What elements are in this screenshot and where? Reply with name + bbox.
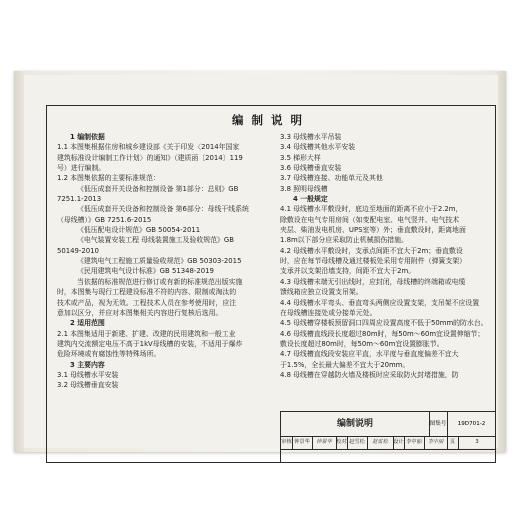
check-signature: 赵雪松: [367, 436, 394, 449]
text-line: 3.7 母线槽连接、功能单元及其他: [280, 174, 383, 183]
text-line: 4.8 母线槽在穿越防火墙及楼板时应采取防火封堵措施，防: [280, 370, 459, 379]
check-label: 校对: [336, 436, 348, 449]
text-line: 3.5 梯形大样: [280, 153, 321, 162]
section-heading: 2 适用范围: [70, 319, 105, 328]
text-line: 时，应在每节母线槽及通过楼板处采用专用附件（弹簧支架）: [280, 257, 467, 266]
text-line: 7251.1-2013: [57, 195, 102, 204]
text-line: 支承并以支架沿墙支持，间距不宜大于2m。: [280, 267, 416, 276]
text-line: 《低压成套开关设备和控制设备 第1部分：总则》GB: [77, 184, 239, 193]
title-block: [280, 411, 495, 462]
text-line: 意加以区分，并应对本图集相关内容进行复核后选用。: [57, 308, 223, 317]
design-label: 设计: [393, 436, 405, 449]
text-line: 3.3 母线槽水平吊装: [280, 133, 342, 141]
text-line: 3.8 照明母线槽: [280, 184, 328, 193]
text-line: 号）进行编制。: [57, 164, 106, 173]
title-block-title: 编制说明: [281, 412, 430, 436]
book-spread: [14, 71, 506, 452]
page-number: 3: [475, 439, 479, 445]
text-line: 4.3 母线槽末端无引出线时，应封闭，母线槽的终端箱或电缆: [280, 277, 466, 286]
text-line: 1.1 本图集根据住房和城乡建设部《关于印发〈2014年国家: [57, 143, 240, 152]
text-line: （母线槽）》GB 7251.6-2015: [57, 215, 152, 224]
text-line: 2.1 本图集适用于新建、扩建、改建的民用建筑和一般工业: [57, 329, 236, 338]
text-line: 夹层、柴油发电机房、UPS室等）外；垂直敷设时，距离地面: [280, 226, 466, 235]
text-line: 4.2 母线槽水平敷设时，支承点间距不宜大于2m；垂直敷设: [280, 246, 463, 255]
section-heading: 1 编制依据: [70, 133, 105, 141]
text-line: 《低压成套开关设备和控制设备 第6部分：母线干线系统: [77, 205, 249, 214]
text-line: 危险环境或有腐蚀性等特殊场所。: [57, 350, 161, 359]
title-block-top-row: [281, 412, 495, 437]
text-line: 建筑标准设计编制工作计划〉的通知》（建质函〔2014〕119: [57, 153, 243, 162]
design-signature: 李中丽: [424, 436, 448, 449]
text-line: 1.2 本图集依据的主要标准规范：: [57, 174, 160, 183]
review-name: 钟景华: [292, 436, 313, 449]
text-line: 于1.5%，全长最大偏差不宜大于20mm。: [280, 360, 410, 369]
page-label: 页: [447, 436, 459, 449]
left-column-text: [57, 132, 267, 391]
text-line: 4.5 母线槽穿楼板预留洞口四周应设置高度不低于50mm的防水台。: [280, 319, 488, 328]
text-line: 建筑内交流额定电压不高于1kV母线槽的安装，不适用于爆炸: [57, 339, 243, 348]
check-name: 赵雪松: [347, 436, 368, 449]
section-heading: 4 一般规定: [293, 195, 328, 204]
text-line: 《低压配电设计规范》GB 50054-2011: [77, 226, 201, 235]
text-line: 3.6 母线槽垂直安装: [280, 164, 342, 173]
review-signature: 钟景华: [312, 436, 337, 449]
text-line: 4.7 母线槽直线段安装应平直，水平度与垂直度偏差不宜大: [280, 350, 459, 359]
text-line: 50149-2010: [57, 246, 99, 255]
text-line: 3.4 母线槽其他水平安装: [280, 143, 356, 152]
atlas-number: 19D701-2: [457, 421, 486, 427]
text-line: 除敷设在电气专用房间（如变配电室、电气竖井、电气技术: [280, 215, 460, 224]
text-line: 3.2 母线槽垂直安装: [57, 381, 119, 390]
right-column-text: [280, 132, 494, 380]
title-block-signature-row: [281, 436, 495, 450]
text-line: 4.6 母线槽直线段长度超过80m时，每50m～60m宜设置伸缩节；: [280, 329, 485, 338]
text-line: 《电气装置安装工程 母线装置施工及验收规范》GB: [77, 236, 234, 245]
text-line: 《建筑电气工程施工质量验收规范》GB 50303-2015: [77, 257, 242, 266]
page-title: 编制说明: [232, 113, 310, 127]
text-line: 《民用建筑电气设计标准》GB 51348-2019: [77, 267, 214, 276]
text-line: 当依据的标准规范进行修订或有新的标准规范出版实施: [77, 277, 243, 286]
text-line: 馈线箱应独立设置支吊架。: [280, 288, 363, 297]
text-line: 3.1 母线槽水平安装: [57, 370, 119, 379]
drawing-frame: [46, 105, 496, 463]
text-line: 在母线槽连接处或分接单元处。: [280, 308, 377, 317]
review-label: 审核: [281, 436, 293, 449]
text-line: 时，本图集与现行工程建设标准不符的内容、限制或淘汰的: [57, 288, 237, 297]
text-line: 4.4 母线槽水平弯头、垂直弯头两侧应设置支架，支吊架不应设置: [280, 298, 480, 307]
atlas-number-label: 图集号: [429, 412, 448, 436]
text-line: 1.8m以下部分应采取防止机械损伤措施。: [280, 236, 408, 245]
text-line: 4.1 母线槽水平敷设时，底边至地面的距离不应小于2.2m，: [280, 205, 463, 214]
section-heading: 3 主要内容: [70, 360, 105, 369]
text-line: 技术或产品，视为无效。工程技术人员在参考使用时，应注: [57, 298, 237, 307]
design-name: 李中丽: [404, 436, 425, 449]
text-line: 敷设长度超过80m时，每50m～60m宜设置膨胀节。: [280, 339, 444, 348]
page-sheet: [24, 75, 498, 448]
